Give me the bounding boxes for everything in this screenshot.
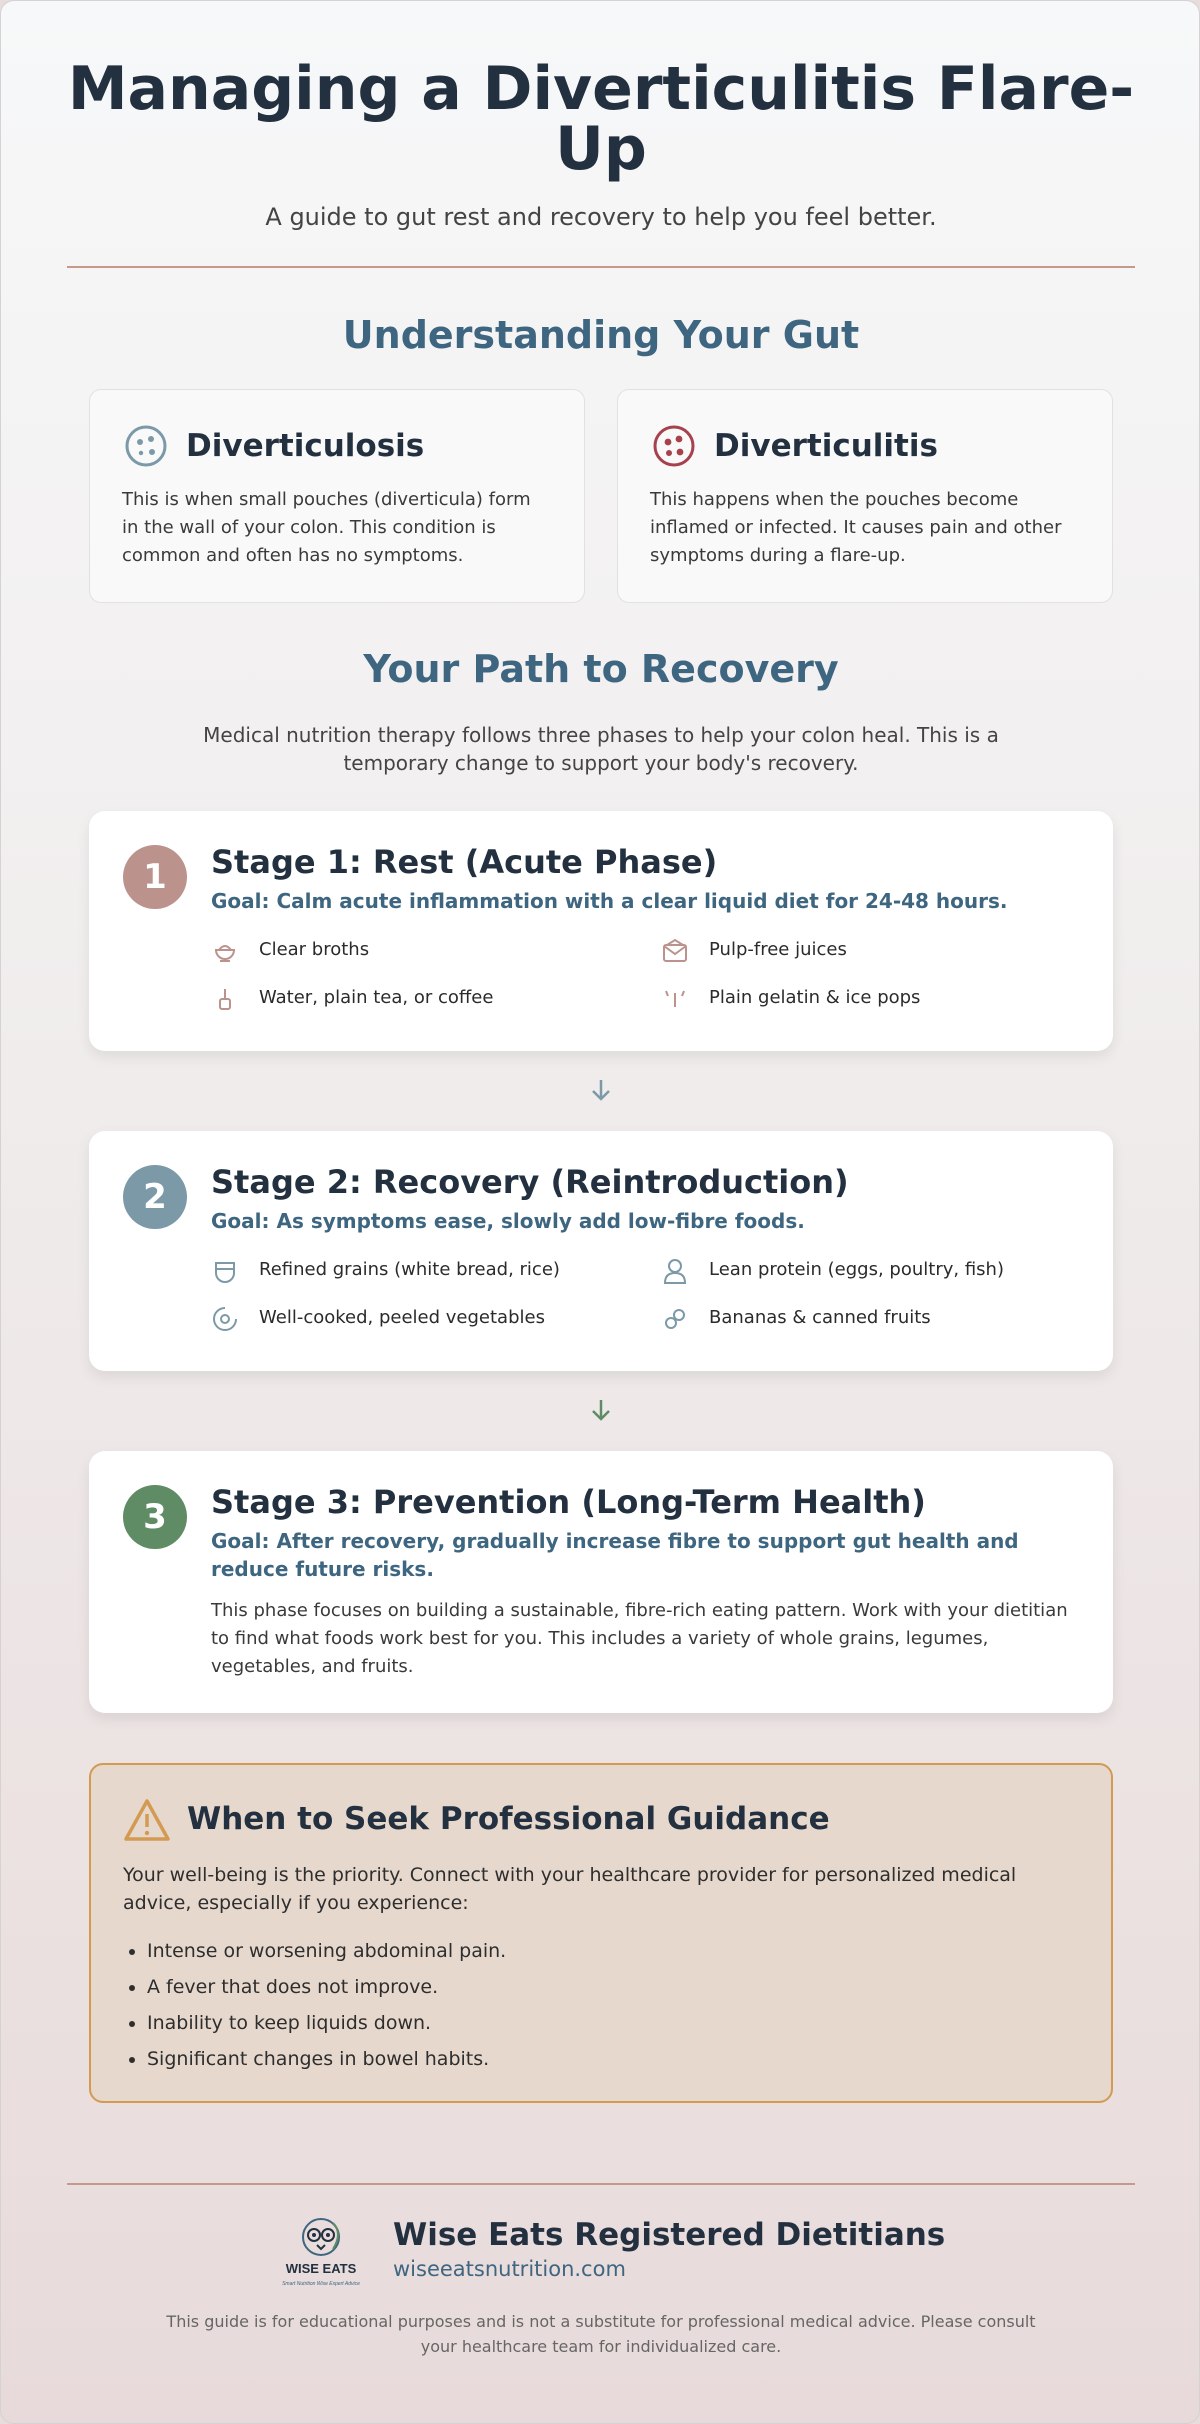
page-title	[1, 54, 1200, 184]
professional-guidance-box	[89, 1763, 1113, 2103]
stage-3-body: This phase focuses on building a sustainable, fibre-rich eating pattern. Work with your dietitian to find what foods work best for you. This includes a variety of whole grains, legumes, vegetables, and fruits.	[211, 1600, 1068, 1677]
symptom-item: • Inability to keep liquids down.	[147, 2005, 1047, 2041]
stage-2-number: 2	[123, 1165, 187, 1229]
stage-3-card	[89, 1451, 1113, 1713]
footer-divider	[67, 2183, 1135, 2185]
stage-1-item-label: Water, plain tea, or coffee	[259, 987, 494, 1008]
fruit-icon	[661, 1305, 689, 1333]
stage-1-card	[89, 811, 1113, 1051]
stage-1-goal: Goal: Calm acute inflammation with a clear liquid diet for 24-48 hours.	[211, 889, 1008, 913]
warning-triangle-icon	[123, 1797, 171, 1843]
stage-2-card	[89, 1131, 1113, 1371]
logo-tagline: Smart Nutrition Wise Expert Advice	[282, 2281, 360, 2287]
stage-3-title: Stage 3: Prevention (Long-Term Health)	[211, 1483, 926, 1521]
guidance-text: Your well-being is the priority. Connect with your healthcare provider for personalized medical advice, especially if you experience:	[123, 1864, 1017, 1914]
diverticulitis-title: Diverticulitis	[714, 428, 938, 464]
juice-box-icon	[661, 937, 689, 965]
stage-1-item-label: Clear broths	[259, 939, 370, 960]
vegetable-icon	[211, 1305, 239, 1333]
disclaimer: This guide is for educational purposes and is not a substitute for professional medical advice. Please consult your healthcare team for individualized care.	[166, 2312, 1036, 2356]
symptom-item: • Intense or worsening abdominal pain.	[147, 1933, 1047, 1969]
page-title-line-2: Up	[555, 114, 647, 184]
gut-section-title: Understanding Your Gut	[342, 313, 860, 357]
stage-2-item-label: Lean protein (eggs, poultry, fish)	[709, 1259, 1004, 1280]
arrow-down-icon	[589, 1077, 613, 1103]
diverticulitis-card	[617, 389, 1113, 603]
arrow-down-icon	[589, 1397, 613, 1423]
guidance-title: When to Seek Professional Guidance	[187, 1801, 830, 1837]
diverticulosis-card	[89, 389, 585, 603]
bowl-icon	[211, 937, 239, 965]
logo-wordmark: WISE EATS	[285, 2261, 357, 2276]
brand-name: Wise Eats Registered Dietitians	[393, 2217, 946, 2253]
page-subtitle: A guide to gut rest and recovery to help you feel better.	[265, 203, 937, 231]
diverticulitis-text: This happens when the pouches become inflamed or infected. It causes pain and other symptoms during a flare-up.	[650, 489, 1062, 566]
symptom-item: • A fever that does not improve.	[147, 1969, 1047, 2005]
pouches-icon	[124, 424, 168, 468]
stage-2-item-label: Well-cooked, peeled vegetables	[259, 1307, 545, 1328]
stage-3-number: 3	[123, 1485, 187, 1549]
symptom-list	[147, 1933, 1047, 2077]
symptom-item: • Significant changes in bowel habits.	[147, 2041, 1047, 2077]
stage-3-goal: Goal: After recovery, gradually increase fibre to support gut health and reduce future risks.	[211, 1529, 1019, 1581]
protein-icon	[661, 1257, 689, 1285]
bread-icon	[211, 1257, 239, 1285]
stage-1-title: Stage 1: Rest (Acute Phase)	[211, 843, 718, 881]
stage-2-title: Stage 2: Recovery (Reintroduction)	[211, 1163, 849, 1201]
ice-pop-icon	[661, 985, 689, 1013]
diverticulosis-title: Diverticulosis	[186, 428, 425, 464]
recovery-intro: Medical nutrition therapy follows three phases to help your colon heal. This is a temporary change to support your body's recovery.	[203, 723, 999, 775]
stage-2-item-label: Bananas & canned fruits	[709, 1307, 931, 1328]
inflamed-pouches-icon	[652, 424, 696, 468]
diverticulosis-text: This is when small pouches (diverticula) form in the wall of your colon. This condition is common and often has no symptoms.	[122, 489, 531, 566]
recovery-section-title: Your Path to Recovery	[363, 647, 839, 691]
wise-eats-logo	[271, 2215, 371, 2289]
header-divider	[67, 266, 1135, 268]
stage-1-item-label: Pulp-free juices	[709, 939, 847, 960]
page-title-line-1: Managing a Diverticulitis Flare-	[67, 54, 1135, 124]
stage-2-goal: Goal: As symptoms ease, slowly add low-fibre foods.	[211, 1209, 805, 1233]
stage-1-item-label: Plain gelatin & ice pops	[709, 987, 921, 1008]
stage-2-item-label: Refined grains (white bread, rice)	[259, 1259, 560, 1280]
cup-icon	[211, 985, 239, 1013]
website-link[interactable]: wiseeatsnutrition.com	[393, 2257, 626, 2281]
stage-1-number: 1	[123, 845, 187, 909]
